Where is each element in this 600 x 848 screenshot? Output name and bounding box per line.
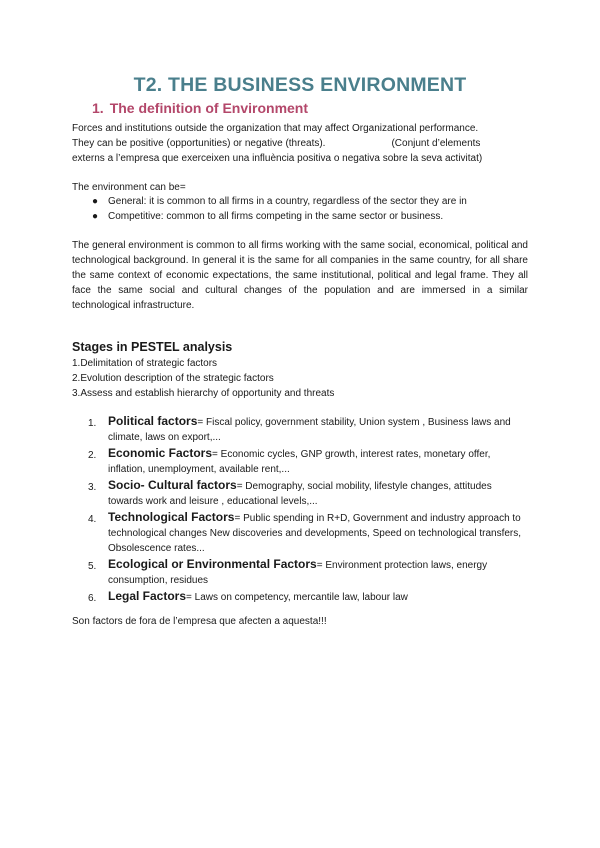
factor-name: Economic Factors — [108, 446, 213, 460]
closing-note: Son factors de fora de l’empresa que afecten a aquesta!!! — [72, 616, 327, 627]
factor-description: = Demography, social mobility, lifestyle changes, attitudes towards work and leisure , educational levels,... — [108, 481, 492, 507]
bullet-text: Competitive: common to all firms competing in the same sector or business. — [108, 211, 444, 222]
bullet-text: General: it is common to all firms in a country, regardless of the sector they are in — [108, 196, 467, 207]
intro-paragraph — [72, 121, 528, 166]
intro-line-2 — [72, 136, 528, 151]
section-number: 1. — [92, 100, 104, 116]
factor-number: 5. — [88, 561, 97, 572]
factor-number: 4. — [88, 514, 97, 525]
section-heading — [92, 100, 308, 116]
factor-item-technological — [88, 510, 528, 556]
intro-line-2-english: They can be positive (opportunities) or negative (threats). — [72, 138, 326, 149]
factor-name: Legal Factors — [108, 589, 187, 603]
list-item: 2.Evolution description of the strategic factors — [72, 373, 274, 384]
list-item — [92, 209, 467, 224]
factor-name: Ecological or Environmental Factors — [108, 557, 317, 571]
factor-item-legal — [88, 589, 528, 605]
bullet-marker: ● — [92, 196, 99, 207]
factor-description: = Environment protection laws, energy consumption, residues — [108, 560, 488, 586]
intro-line-2-catalan: (Conjunt d’elements — [391, 138, 481, 149]
intro-line-1: Forces and institutions outside the organization that may affect Organizational performance. — [72, 123, 479, 134]
factor-description: = Economic cycles, GNP growth, interest rates, monetary offer, inflation, unemployment, available rent,... — [108, 449, 491, 475]
environment-label: The environment can be= — [72, 182, 186, 193]
factor-name: Socio- Cultural factors — [108, 478, 237, 492]
factor-item-political — [88, 414, 528, 445]
factor-number: 1. — [88, 418, 97, 429]
list-item — [92, 194, 467, 209]
list-item: 3.Assess and establish hierarchy of opportunity and threats — [72, 388, 335, 399]
factor-number: 6. — [88, 593, 97, 604]
stages-heading: Stages in PESTEL analysis — [72, 340, 233, 354]
intro-line-3: externs a l’empresa que exerceixen una influència positiva o negativa sobre la seva activitat) — [72, 153, 483, 164]
factor-number: 2. — [88, 450, 97, 461]
factor-item-economic — [88, 446, 528, 477]
stages-list — [72, 356, 334, 401]
factor-name: Technological Factors — [108, 510, 235, 524]
list-item: 1.Delimitation of strategic factors — [72, 358, 218, 369]
factor-description: = Fiscal policy, government stability, Union system , Business laws and climate, laws on export,... — [108, 417, 511, 443]
general-environment-paragraph: The general environment is common to all firms working with the same social, economical, political and technological background. In general it is the same for all companies in the same country, for all share the same context of economic expectations, the same institutional, political and legal frame. They all face the same social and cultural changes of the population and are immersed in a similar technological infrastructure. — [72, 240, 528, 311]
factor-description: = Laws on competency, mercantile law, labour law — [186, 592, 408, 603]
factor-name: Political factors — [108, 414, 198, 428]
factor-description: = Public spending in R+D, Government and industry approach to technological changes New discoveries and developments, Speed on technological transfers, Obsolescence rates... — [108, 513, 522, 554]
factor-item-socio-cultural — [88, 478, 528, 509]
bullet-marker: ● — [92, 211, 99, 222]
factor-item-ecological — [88, 557, 528, 588]
factor-number: 3. — [88, 482, 97, 493]
document-title: T2. THE BUSINESS ENVIRONMENT — [133, 74, 467, 96]
pestel-factors-list — [88, 414, 528, 606]
environment-bullet-list — [92, 194, 467, 224]
section-heading-text: The definition of Environment — [109, 100, 309, 116]
